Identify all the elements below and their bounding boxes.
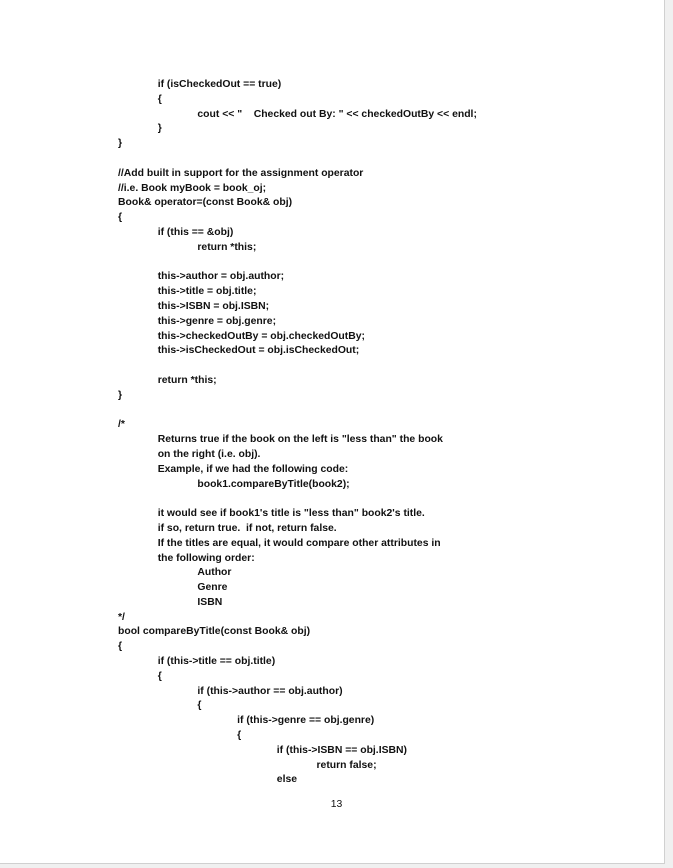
code-line: if (isCheckedOut == true) [157,79,282,90]
code-line: bool compareByTitle(const Book& obj) [118,626,311,638]
code-line: //Add built in support for the assignment operator [118,167,364,179]
code-line: } [157,123,162,135]
code-line: return *this; [157,374,217,386]
page-bottom-edge [0,864,673,868]
code-line: if (this->author == obj.author) [197,685,343,697]
code-line [118,152,658,167]
code-line: If the titles are equal, it would compare other attributes in [157,537,441,549]
code-line: else [276,774,298,786]
code-line: if (this->title == obj.title) [157,656,276,668]
code-line: if (this->genre == obj.genre) [237,715,375,727]
code-line [118,359,658,374]
code-line [118,256,658,271]
code-line [118,404,658,419]
code-line: //i.e. Book myBook = book_oj; [118,182,267,194]
code-line: Returns true if the book on the left is "less than" the book [157,434,443,446]
code-line: { [237,730,242,742]
code-line: { [197,700,202,712]
code-line: if (this->ISBN == obj.ISBN) [276,744,407,756]
code-line: this->genre = obj.genre; [157,315,277,327]
code-line: /* [118,419,125,431]
code-line: book1.compareByTitle(book2); [197,478,350,490]
code-line: } [118,389,123,401]
code-line: cout << " Checked out By: " << checkedOutBy << endl; [197,108,477,120]
code-line: it would see if book1's title is "less than" book2's title. [157,508,425,520]
code-line: this->author = obj.author; [157,271,285,283]
code-line: ISBN [197,596,223,608]
code-line: this->title = obj.title; [157,286,257,298]
code-line: { [118,212,123,224]
page-right-edge [665,0,673,868]
code-line: Example, if we had the following code: [157,463,349,475]
code-line: this->ISBN = obj.ISBN; [157,300,270,312]
code-line: on the right (i.e. obj). [157,448,261,460]
code-line: Author [197,567,232,579]
code-line: } [118,138,123,150]
code-line: Book& operator=(const Book& obj) [118,197,293,209]
code-line [118,492,658,507]
code-line: return false; [316,759,377,771]
code-block [118,78,658,788]
code-line: return *this; [197,241,257,253]
code-line: if so, return true. if not, return false. [157,522,337,534]
code-line: { [118,641,123,653]
code-line: { [157,670,162,682]
code-line: this->checkedOutBy = obj.checkedOutBy; [157,330,365,342]
page-number: 13 [330,799,343,810]
code-line: Genre [197,582,228,594]
code-line: this->isCheckedOut = obj.isCheckedOut; [157,345,360,357]
code-line: { [157,93,162,105]
code-line: if (this == &obj) [157,226,234,238]
code-line: the following order: [157,552,255,564]
code-line: */ [118,611,125,623]
